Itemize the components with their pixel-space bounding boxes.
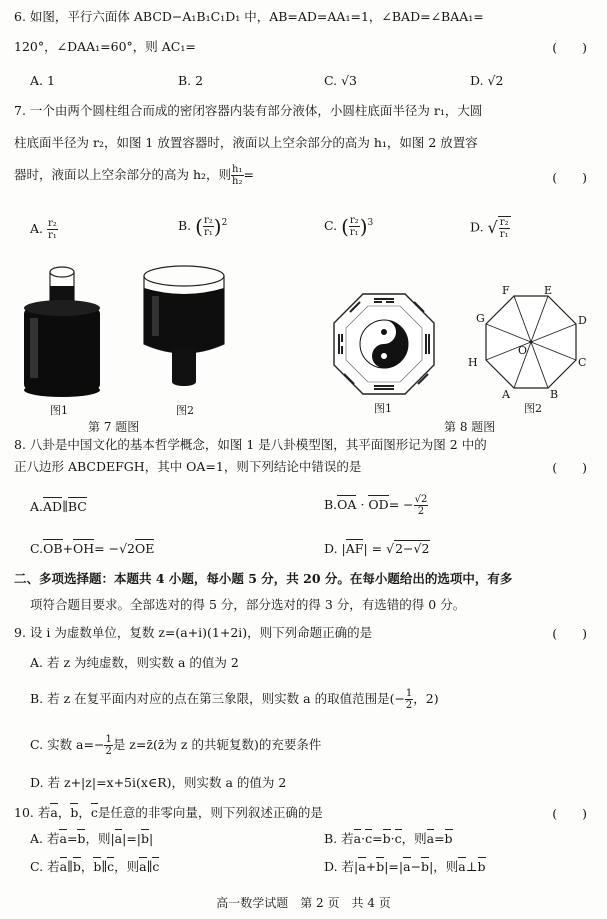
q9-answer-paren: ( )	[552, 626, 587, 641]
q7-stem-line2: 柱底面半径为 r₂，如图 1 放置容器时，液面以上空余部分的高为 h₁，如图 2 放置容	[14, 135, 478, 150]
q7-answer-paren: ( )	[552, 170, 587, 185]
figure-q7-container-1	[20, 262, 105, 402]
q10-option-c: C. 若a∥b，b∥c，则a∥c	[30, 859, 160, 874]
octagon-label-o: O	[518, 344, 528, 357]
q6-stem-line1: 6. 如图，平行六面体 ABCD−A₁B₁C₁D₁ 中，AB=AD=AA₁=1，∠BAD=∠BAA₁=	[14, 9, 484, 24]
octagon-label-f: F	[502, 284, 510, 297]
q6-option-c: C. √3	[324, 73, 357, 88]
q7-option-c: C. ( $\frac{\text{r₂}}{\text{r₁}}$ )$^3$	[324, 214, 374, 239]
figure-q8-bagua-model	[330, 290, 438, 398]
q10-option-a: A. 若a=b，则|a|=|b|	[30, 831, 154, 846]
q9-option-c: C. 实数 a=− $\frac{1}{2}$ 是 z=z̄(z̄为 z 的共轭复数)的充要条件	[30, 734, 322, 757]
q8-stem-line1: 8. 八卦是中国文化的基本哲学概念，如图 1 是八卦模型图，其平面图形记为图 2 中的	[14, 437, 487, 452]
q7-option-b: B. ( $\frac{\text{r₂}}{\text{r₁}}$ )$^2$	[178, 214, 228, 239]
octagon-label-a: A	[502, 388, 510, 401]
q10-answer-paren: ( )	[552, 806, 587, 821]
q7-fig1-label: 图1	[50, 404, 68, 417]
octagon-label-c: C	[578, 356, 587, 369]
q8-fig1-label: 图1	[374, 402, 392, 415]
q9-option-d: D. 若 z+|z|=x+5i(x∈R)，则实数 a 的值为 2	[30, 775, 287, 790]
q9-stem: 9. 设 i 为虚数单位，复数 z=(a+i)(1+2i)，则下列命题正确的是	[14, 625, 373, 640]
octagon-label-h: H	[468, 356, 478, 369]
section2-instructions-line1: 二、多项选择题：本题共 4 小题，每小题 5 分，共 20 分。在每小题给出的选项中，有多	[14, 571, 513, 586]
q8-option-d: D. |AF| = √2−√2	[324, 541, 430, 556]
q10-option-b: B. 若a·c=b·c，则a=b	[324, 831, 453, 846]
q9-option-b: B. 若 z 在复平面内对应的点在第三象限，则实数 a 的取值范围是(− $\frac{1}{2}$ ，2)	[30, 688, 439, 711]
q6-option-d: D. √2	[470, 73, 504, 88]
q8-figure-caption: 第 8 题图	[444, 420, 496, 434]
q8-answer-paren: ( )	[552, 460, 587, 475]
q7-stem-line3: 器时，液面以上空余部分的高为 h₂，则 $\frac{\text{h₁}}{\text{h₂}}$ =	[14, 164, 254, 187]
q7-option-d: D. √ $\frac{\text{r₂}}{\text{r₁}}$	[470, 217, 509, 240]
octagon-label-d: D	[578, 314, 587, 327]
q6-option-b: B. 2	[178, 73, 204, 88]
section2-instructions-line2: 项符合题目要求。全部选对的得 5 分，部分选对的得 3 分，有选错的得 0 分。	[30, 597, 466, 612]
q8-stem-line2: 正八边形 ABCDEFGH，其中 OA=1，则下列结论中错误的是	[14, 459, 362, 474]
q8-option-c: C.OB+OH= −√2OE	[30, 541, 155, 556]
page-footer: 高一数学试题 第 2 页 共 4 页	[216, 896, 391, 910]
q8-option-b: B.OA · OD= − $\frac{√2}{2}$	[324, 494, 428, 517]
q6-stem-line2: 120°，∠DAA₁=60°，则 AC₁=	[14, 39, 196, 54]
q7-figure-caption: 第 7 题图	[88, 420, 140, 434]
q8-fig2-label: 图2	[524, 402, 542, 415]
q8-option-a: A.AD∥BC	[30, 499, 87, 514]
q6-answer-paren: ( )	[552, 40, 587, 55]
q7-fig2-label: 图2	[176, 404, 194, 417]
q6-option-a: A. 1	[30, 73, 55, 88]
figure-q8-octagon	[470, 284, 592, 406]
q7-stem-line1: 7. 一个由两个圆柱组合而成的密闭容器内装有部分液体，小圆柱底面半径为 r₁，大圆	[14, 103, 483, 118]
q7-option-a: A. $\frac{\text{r₂}}{\text{r₁}}$	[30, 218, 57, 241]
octagon-label-g: G	[476, 312, 485, 325]
q10-stem: 10. 若a，b，c是任意的非零向量，则下列叙述正确的是	[14, 805, 323, 820]
octagon-label-b: B	[550, 388, 559, 401]
octagon-label-e: E	[544, 284, 553, 297]
q10-option-d: D. 若|a+b|=|a−b|，则a⊥b	[324, 859, 486, 874]
figure-q7-container-2	[138, 262, 230, 390]
q9-option-a: A. 若 z 为纯虚数，则实数 a 的值为 2	[30, 655, 239, 670]
